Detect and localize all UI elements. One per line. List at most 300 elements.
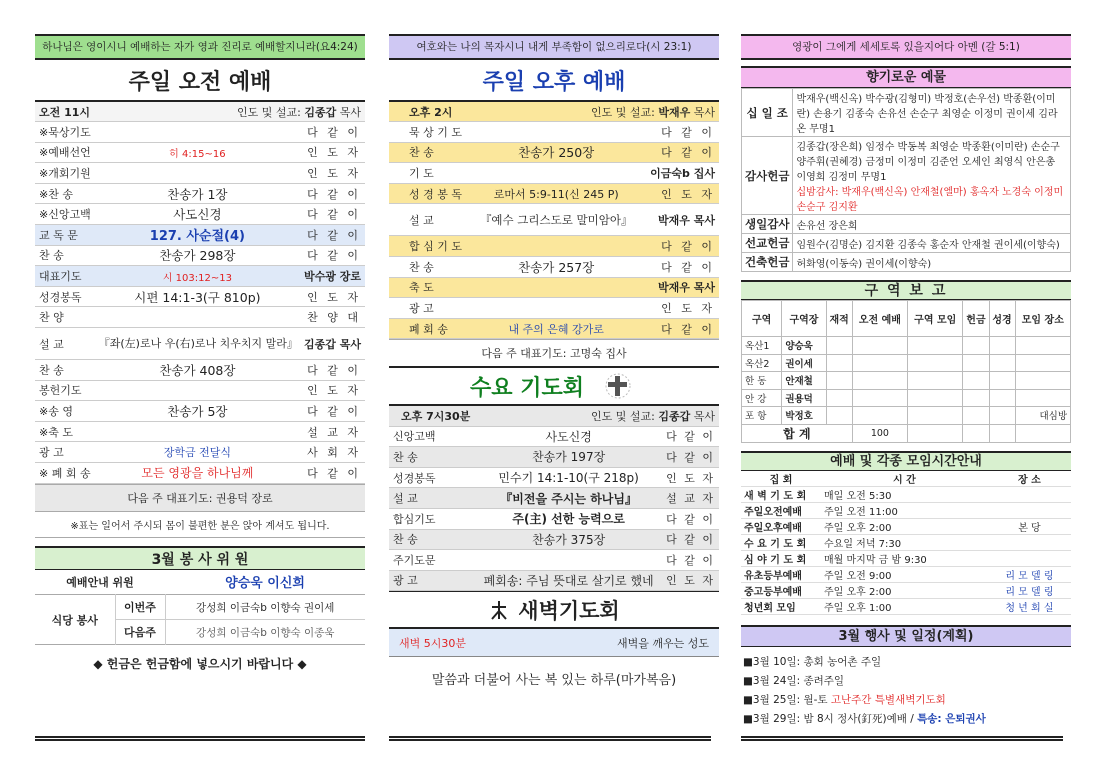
schedule-row xyxy=(741,598,1071,614)
offering-label: 생일감사 xyxy=(742,215,793,234)
service-person: 박재우 목사 xyxy=(642,204,719,236)
offering-names xyxy=(793,234,1071,253)
page-title: 주일 오후 예배 xyxy=(482,70,626,95)
service-person: 박수광 장로 xyxy=(300,266,365,287)
wednesday-title-block xyxy=(389,366,719,404)
service-detail: 찬송가 5장 xyxy=(95,401,300,422)
service-detail: 찬송가 257장 xyxy=(471,257,642,278)
schedule-event: 중고등부예배 xyxy=(741,582,821,598)
schedule-title: 예배 및 각종 모임시간안내 xyxy=(741,451,1071,471)
service-person: 김종갑 목사 xyxy=(300,328,365,360)
verse-banner: 영광이 그에게 세세토록 있을지어다 아멘 (갈 5:1) xyxy=(741,34,1071,60)
offering-names xyxy=(793,253,1071,272)
service-row xyxy=(35,328,365,360)
service-detail: 로마서 5:9-11(신 245 P) xyxy=(471,183,642,204)
service-header xyxy=(35,101,365,122)
wed-detail: 사도신경 xyxy=(477,426,660,447)
district-leader: 안재철 xyxy=(782,372,826,390)
service-item: 대표기도 xyxy=(35,266,95,287)
event-text: ■3월 24일: 종려주일 xyxy=(743,674,845,687)
service-row xyxy=(35,266,365,287)
service-item: 묵 상 기 도 xyxy=(389,122,471,143)
district-row xyxy=(742,389,1071,407)
service-row xyxy=(35,380,365,401)
offering-text: 손유선 장은희 xyxy=(796,220,858,232)
district-cell xyxy=(963,407,989,425)
service-item: 광 고 xyxy=(35,442,95,463)
wed-item: 성경봉독 xyxy=(389,467,477,488)
district-header: 오전 예배 xyxy=(852,301,907,337)
schedule-event: 주일오전예배 xyxy=(741,502,821,518)
service-detail: 『좌(左)로나 우(右)로나 치우치지 말라』 xyxy=(95,328,300,360)
schedule-row xyxy=(741,502,1071,518)
wed-row xyxy=(389,488,719,509)
leader-name: 김종갑 xyxy=(304,105,337,119)
service-row xyxy=(389,183,719,204)
district-leader: 박정호 xyxy=(782,407,826,425)
service-detail: 시 103:12~13 xyxy=(95,266,300,287)
service-person: 다 같 이 xyxy=(642,236,719,257)
service-row xyxy=(35,442,365,463)
schedule-event: 유초등부예배 xyxy=(741,566,821,582)
schedule-row xyxy=(741,550,1071,566)
service-person: 박재우 목사 xyxy=(642,277,719,298)
afternoon-service-column xyxy=(389,34,719,700)
district-cell xyxy=(826,372,852,390)
service-row xyxy=(35,183,365,204)
wednesday-title: 수요 기도회 xyxy=(470,375,584,401)
bottom-rule xyxy=(35,736,365,741)
next-week-names: 강성희 이금숙b 이향숙 이종욱 xyxy=(196,626,335,639)
service-item: ※ 폐 회 송 xyxy=(35,463,95,484)
standing-note: ※표는 일어서 주시되 몸이 불편한 분은 앉아 계셔도 됩니다. xyxy=(35,511,365,538)
wed-time: 오후 7시30분 xyxy=(389,405,477,426)
district-header: 재적 xyxy=(826,301,852,337)
service-person: 설 교 자 xyxy=(300,421,365,442)
service-row xyxy=(389,298,719,319)
service-person: 다 같 이 xyxy=(642,122,719,143)
service-row xyxy=(389,204,719,236)
next-prayer: 다음 주 대표기도: 고명숙 집사 xyxy=(389,339,719,366)
schedule-row xyxy=(741,486,1071,502)
events-list xyxy=(741,647,1071,729)
service-row xyxy=(389,277,719,298)
schedule-time: 주일 오전 11:00 xyxy=(821,502,988,518)
district-row xyxy=(742,372,1071,390)
schedule-time: 매월 마지막 금 밤 9:30 xyxy=(821,550,988,566)
district-leader: 권이세 xyxy=(782,354,826,372)
wed-person: 다 같 이 xyxy=(660,529,719,550)
volunteer-table xyxy=(35,570,365,646)
service-item: ※예배선언 xyxy=(35,142,95,163)
service-item: 봉헌기도 xyxy=(35,380,95,401)
service-item: 교 독 문 xyxy=(35,225,95,246)
service-person: 다 같 이 xyxy=(300,204,365,225)
leader-name: 박재우 xyxy=(658,105,691,119)
wed-item: 주기도문 xyxy=(389,550,477,571)
district-cell xyxy=(826,389,852,407)
district-name: 옥산2 xyxy=(742,354,782,372)
kitchen-label: 식당 봉사 xyxy=(35,595,115,645)
district-cell xyxy=(852,337,907,355)
wed-person: 인 도 자 xyxy=(660,467,719,488)
wed-detail: 찬송가 197장 xyxy=(477,447,660,468)
schedule-row xyxy=(741,582,1071,598)
service-item: 기 도 xyxy=(389,163,471,184)
offering-label: 건축헌금 xyxy=(742,253,793,272)
service-row xyxy=(389,236,719,257)
total-value: 100 xyxy=(852,424,907,442)
service-item: 찬 송 xyxy=(35,360,95,381)
district-table xyxy=(741,300,1071,443)
offering-label: 선교헌금 xyxy=(742,234,793,253)
service-detail xyxy=(471,298,642,319)
offering-names xyxy=(793,137,1071,215)
schedule-time: 주일 오후 2:00 xyxy=(821,518,988,534)
service-item: ※축 도 xyxy=(35,421,95,442)
announcements-column xyxy=(741,34,1071,729)
schedule-time: 주일 오후 2:00 xyxy=(821,582,988,598)
service-person: 찬 양 대 xyxy=(300,307,365,328)
service-item: ※송 영 xyxy=(35,401,95,422)
service-detail xyxy=(95,421,300,442)
page-title: 주일 오전 예배 xyxy=(128,70,272,95)
service-detail xyxy=(471,236,642,257)
district-cell xyxy=(908,372,963,390)
service-detail: 찬송가 1장 xyxy=(95,183,300,204)
service-row xyxy=(35,286,365,307)
district-cell xyxy=(826,337,852,355)
service-row xyxy=(389,257,719,278)
event-text: ■3월 25일: 월-토 xyxy=(743,693,831,706)
event-item xyxy=(743,691,1069,710)
event-item xyxy=(743,653,1069,672)
district-place xyxy=(1015,372,1070,390)
service-detail xyxy=(95,122,300,143)
schedule-event: 청년회 모임 xyxy=(741,598,821,614)
offering-names xyxy=(793,89,1071,137)
district-place xyxy=(1015,389,1070,407)
service-item: 합 심 기 도 xyxy=(389,236,471,257)
schedule-event: 새 벽 기 도 회 xyxy=(741,486,821,502)
service-row xyxy=(35,463,365,484)
leader-title: 목사 xyxy=(339,105,361,119)
service-item: ※찬 송 xyxy=(35,183,95,204)
event-highlight: 고난주간 특별새벽기도회 xyxy=(830,693,946,706)
schedule-row xyxy=(741,518,1071,534)
wed-row xyxy=(389,570,719,591)
wed-row xyxy=(389,467,719,488)
district-place xyxy=(1015,354,1070,372)
district-cell xyxy=(989,354,1015,372)
service-person: 인 도 자 xyxy=(642,183,719,204)
schedule-event: 주일오후예배 xyxy=(741,518,821,534)
service-row xyxy=(35,307,365,328)
wed-detail: 민수기 14:1-10(구 218p) xyxy=(477,467,660,488)
wed-detail: 찬송가 375장 xyxy=(477,529,660,550)
wednesday-service xyxy=(389,404,719,591)
wed-row xyxy=(389,508,719,529)
wed-detail: 『비전을 주시는 하나님』 xyxy=(477,488,660,509)
service-item: 설 교 xyxy=(389,204,471,236)
offering-extra: 십밤감사: 박재우(백신옥) 안재철(엘마) 홍옥자 노경숙 이정미 손순구 김지환 xyxy=(796,187,1064,213)
service-row xyxy=(389,318,719,339)
service-person: 다 같 이 xyxy=(300,183,365,204)
service-row xyxy=(389,163,719,184)
event-text: ■3월 10일: 총회 농어촌 주일 xyxy=(743,655,882,668)
total-label: 합 계 xyxy=(742,424,853,442)
offering-note: ◆ 헌금은 헌금함에 넣으시기 바랍니다 ◆ xyxy=(93,657,307,672)
district-leader: 양승욱 xyxy=(782,337,826,355)
service-item: 찬 송 xyxy=(389,257,471,278)
service-person: 인 도 자 xyxy=(300,380,365,401)
service-row xyxy=(35,401,365,422)
wed-item: 설 교 xyxy=(389,488,477,509)
district-place: 대심방 xyxy=(1015,407,1070,425)
offering-row xyxy=(742,234,1071,253)
order-of-service xyxy=(389,100,719,339)
event-text: ■3월 29일: 밤 8시 정사(釘死)예배 / xyxy=(743,712,918,725)
wed-person: 다 같 이 xyxy=(660,447,719,468)
service-person: 다 같 이 xyxy=(642,257,719,278)
district-name: 안 강 xyxy=(742,389,782,407)
order-of-service xyxy=(35,100,365,484)
usher-label: 예배안내 위원 xyxy=(66,575,134,589)
district-name: 옥산1 xyxy=(742,337,782,355)
service-item: 성경봉독 xyxy=(35,286,95,307)
district-cell xyxy=(852,407,907,425)
dawn-subtitle: 새벽을 깨우는 성도 xyxy=(616,636,709,650)
cross-icon xyxy=(598,373,638,399)
offering-row xyxy=(742,137,1071,215)
service-time: 오후 2시 xyxy=(389,101,471,122)
service-detail: 모든 영광을 하나님께 xyxy=(95,463,300,484)
leader-title: 목사 xyxy=(693,105,715,119)
service-detail: 히 4:15~16 xyxy=(95,142,300,163)
schedule-table xyxy=(741,471,1071,615)
events-title: 3월 행사 및 일정(계획) xyxy=(741,625,1071,647)
service-item: 찬 송 xyxy=(35,245,95,266)
wed-leader-name: 김종갑 xyxy=(658,409,691,423)
service-row xyxy=(35,163,365,184)
wed-item: 찬 송 xyxy=(389,529,477,550)
service-detail: 찬송가 408장 xyxy=(95,360,300,381)
district-place xyxy=(1015,337,1070,355)
usher-names: 양승욱 이신희 xyxy=(225,576,305,592)
this-week-names: 강성희 이금숙b 이향숙 권이세 xyxy=(196,601,335,614)
wed-detail: 주(主) 선한 능력으로 xyxy=(477,508,660,529)
service-person: 인 도 자 xyxy=(300,142,365,163)
district-cell xyxy=(908,337,963,355)
service-time: 오전 11시 xyxy=(35,101,95,122)
wed-person: 다 같 이 xyxy=(660,550,719,571)
service-detail: 내 주의 은혜 강가로 xyxy=(471,318,642,339)
wed-leader-label: 인도 및 설교: xyxy=(591,409,655,423)
verse-banner: 하나님은 영이시니 예배하는 자가 영과 진리로 예배할지니라(요4:24) xyxy=(35,34,365,60)
schedule-place xyxy=(988,550,1071,566)
service-person: 사 회 자 xyxy=(300,442,365,463)
service-detail xyxy=(95,163,300,184)
leader-label: 인도 및 설교: xyxy=(237,105,301,119)
offering-text: 박재우(백신옥) 박수광(김형미) 박정호(손우선) 박종환(이미란) 손용기 김종숙 손유선 손순구 최영순 이정미 권이세 김라온 무명1 xyxy=(796,94,1058,135)
offering-names xyxy=(793,215,1071,234)
service-row xyxy=(35,421,365,442)
this-week-label: 이번주 xyxy=(115,595,165,620)
offering-text: 허화영(이동숙) 권이세(이향숙) xyxy=(796,258,932,270)
cross-person-icon xyxy=(488,599,510,621)
service-person: 다 같 이 xyxy=(300,122,365,143)
event-item xyxy=(743,710,1069,729)
offering-title: 향기로운 예물 xyxy=(741,66,1071,88)
service-person: 다 같 이 xyxy=(642,318,719,339)
offering-table xyxy=(741,88,1071,272)
schedule-row xyxy=(741,534,1071,550)
service-detail xyxy=(95,380,300,401)
service-row xyxy=(35,245,365,266)
district-row xyxy=(742,407,1071,425)
schedule-place: 청 년 회 실 xyxy=(988,598,1071,614)
schedule-place: 리 모 델 링 xyxy=(988,582,1071,598)
next-prayer: 다음 주 대표기도: 권용덕 장로 xyxy=(35,484,365,511)
wed-row xyxy=(389,550,719,571)
offering-label: 감사헌금 xyxy=(742,137,793,215)
wed-detail: 폐회송: 주님 뜻대로 살기로 했네 xyxy=(477,570,660,591)
verse-banner: 여호와는 나의 목자시니 내게 부족함이 없으리로다(시 23:1) xyxy=(389,34,719,60)
schedule-header: 장 소 xyxy=(988,471,1071,487)
service-detail xyxy=(471,277,642,298)
district-name: 포 항 xyxy=(742,407,782,425)
dawn-motto: 말씀과 더불어 사는 복 있는 하루(마가복음) xyxy=(431,673,677,689)
service-row xyxy=(35,204,365,225)
service-row xyxy=(35,142,365,163)
service-row xyxy=(35,122,365,143)
service-item: 폐 회 송 xyxy=(389,318,471,339)
offering-row xyxy=(742,89,1071,137)
volunteer-title: 3월 봉 사 위 원 xyxy=(35,546,365,570)
district-cell xyxy=(989,337,1015,355)
service-item: ※묵상기도 xyxy=(35,122,95,143)
offering-row xyxy=(742,253,1071,272)
event-highlight: 특송: 은퇴권사 xyxy=(917,712,986,725)
service-item: 찬 송 xyxy=(389,142,471,163)
wed-item: 신앙고백 xyxy=(389,426,477,447)
district-header: 헌금 xyxy=(963,301,989,337)
wednesday-header xyxy=(389,405,719,426)
schedule-place xyxy=(988,534,1071,550)
schedule-place xyxy=(988,486,1071,502)
district-total-row xyxy=(742,424,1071,442)
service-detail xyxy=(95,307,300,328)
district-header: 모임 장소 xyxy=(1015,301,1070,337)
morning-service-column xyxy=(35,34,365,682)
district-cell xyxy=(908,407,963,425)
district-cell xyxy=(908,354,963,372)
district-row xyxy=(742,337,1071,355)
service-item: ※신앙고백 xyxy=(35,204,95,225)
district-cell xyxy=(963,389,989,407)
service-person: 다 같 이 xyxy=(642,142,719,163)
bottom-rule xyxy=(741,736,1063,741)
service-detail: 사도신경 xyxy=(95,204,300,225)
dawn-title-block xyxy=(389,591,719,627)
service-row xyxy=(35,225,365,246)
district-row xyxy=(742,354,1071,372)
service-person: 인 도 자 xyxy=(300,163,365,184)
schedule-event: 심 야 기 도 회 xyxy=(741,550,821,566)
wed-detail xyxy=(477,550,660,571)
schedule-time: 매일 오전 5:30 xyxy=(821,486,988,502)
service-person: 다 같 이 xyxy=(300,360,365,381)
district-cell xyxy=(963,354,989,372)
service-detail xyxy=(471,122,642,143)
service-row xyxy=(389,122,719,143)
district-header: 성경 xyxy=(989,301,1015,337)
schedule-header: 시 간 xyxy=(821,471,988,487)
service-row xyxy=(35,360,365,381)
offering-row xyxy=(742,215,1071,234)
service-person: 이금숙b 집사 xyxy=(642,163,719,184)
district-header: 구역장 xyxy=(782,301,826,337)
dawn-title: 새벽기도회 xyxy=(518,598,620,623)
district-name: 한 동 xyxy=(742,372,782,390)
offering-text: 김종갑(장은희) 임정수 박동복 최영순 박종환(이미란) 손순구 양주휘(권혜경) 금정미 이정미 김준언 오세인 최영식 안은총 이영희 김정미 무명1 xyxy=(796,142,1060,183)
wed-item: 찬 송 xyxy=(389,447,477,468)
schedule-time: 주일 오전 9:00 xyxy=(821,566,988,582)
district-leader: 권용덕 xyxy=(782,389,826,407)
wed-person: 다 같 이 xyxy=(660,508,719,529)
schedule-place: 리 모 델 링 xyxy=(988,566,1071,582)
wed-row xyxy=(389,426,719,447)
service-person: 다 같 이 xyxy=(300,225,365,246)
wed-person: 인 도 자 xyxy=(660,570,719,591)
district-cell xyxy=(989,389,1015,407)
district-title: 구 역 보 고 xyxy=(741,280,1071,300)
service-row xyxy=(389,142,719,163)
wed-leader-title: 목사 xyxy=(693,409,715,423)
bottom-rule xyxy=(389,736,711,741)
wed-row xyxy=(389,447,719,468)
service-person: 다 같 이 xyxy=(300,463,365,484)
schedule-place xyxy=(988,502,1071,518)
district-cell xyxy=(852,389,907,407)
district-header: 구역 모임 xyxy=(908,301,963,337)
service-item: 성 경 봉 독 xyxy=(389,183,471,204)
service-detail: 시편 14:1-3(구 810p) xyxy=(95,286,300,307)
offering-label: 십 일 조 xyxy=(742,89,793,137)
service-detail: 장학금 전달식 xyxy=(95,442,300,463)
service-detail: 찬송가 250장 xyxy=(471,142,642,163)
service-item: 설 교 xyxy=(35,328,95,360)
wed-row xyxy=(389,529,719,550)
district-cell xyxy=(989,407,1015,425)
wed-person: 다 같 이 xyxy=(660,426,719,447)
district-cell xyxy=(826,407,852,425)
service-detail: 『예수 그리스도로 말미암아』 xyxy=(471,204,642,236)
district-cell xyxy=(852,372,907,390)
service-detail: 127. 사순절(4) xyxy=(95,225,300,246)
wed-item: 합심기도 xyxy=(389,508,477,529)
service-header xyxy=(389,101,719,122)
wed-item: 광 고 xyxy=(389,570,477,591)
service-person: 다 같 이 xyxy=(300,401,365,422)
schedule-event: 수 요 기 도 회 xyxy=(741,534,821,550)
dawn-bar xyxy=(389,627,719,657)
wed-person: 설 교 자 xyxy=(660,488,719,509)
service-person: 다 같 이 xyxy=(300,245,365,266)
schedule-time: 수요일 저녁 7:30 xyxy=(821,534,988,550)
schedule-time: 주일 오후 1:00 xyxy=(821,598,988,614)
district-cell xyxy=(963,337,989,355)
